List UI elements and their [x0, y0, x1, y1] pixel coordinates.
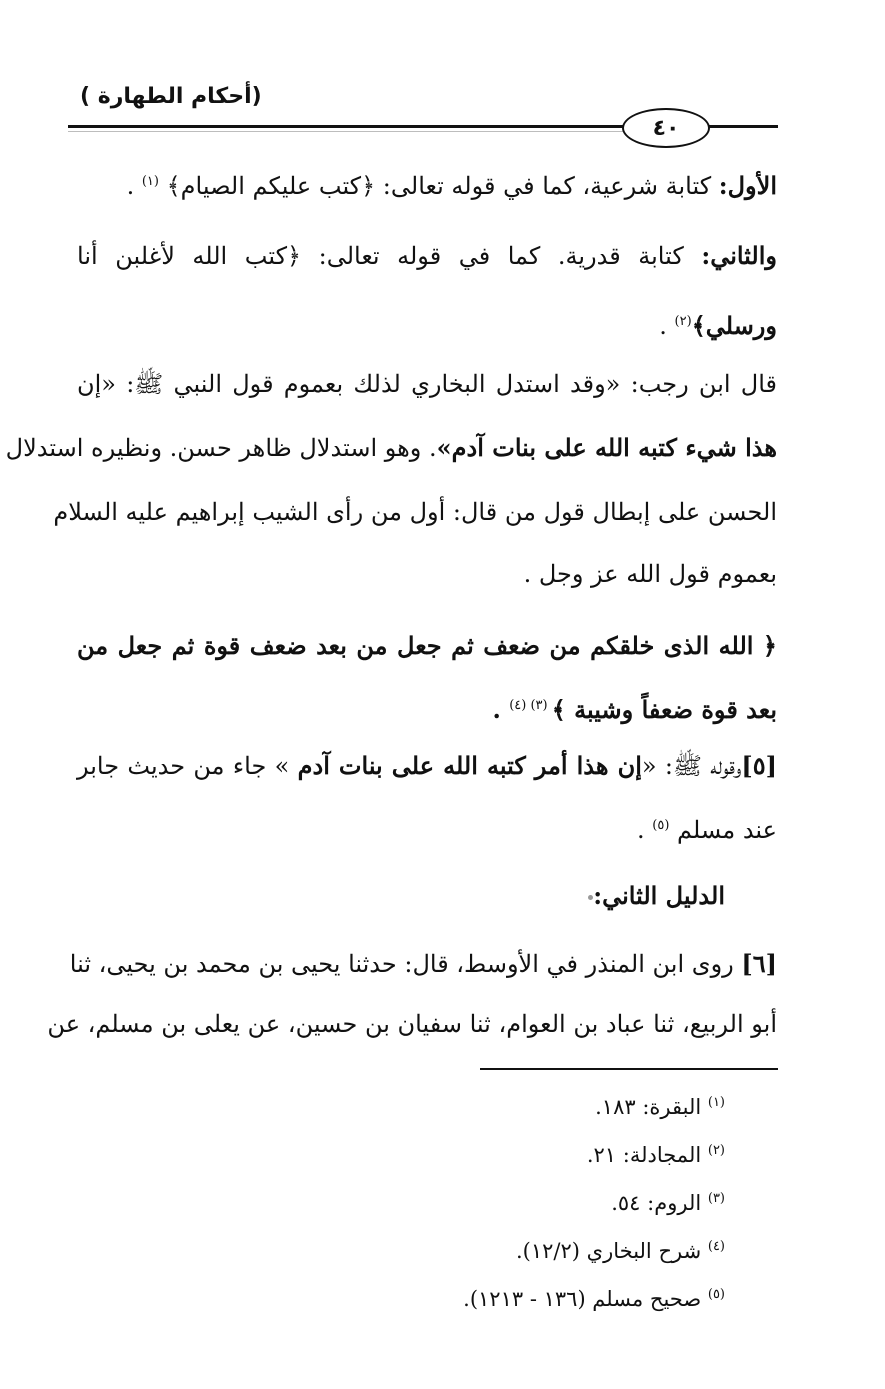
text: . [636, 816, 653, 844]
body-line-7 [77, 556, 777, 592]
text: وقوله ﷺ: « [641, 752, 742, 780]
text: . [492, 695, 510, 724]
quran-verse: ﴿ الله الذى خلقكم من ضعف ثم جعل من بعد ضعف قوة ثم جعل من [77, 631, 777, 660]
footnote-rule [480, 1068, 778, 1070]
text: عند مسلم [669, 816, 777, 844]
text: أبو الربيع، ثنا عباد بن العوام، ثنا سفيان بن حسين، عن يعلى بن مسلم، عن [47, 1010, 777, 1038]
body-line-6 [53, 494, 777, 530]
footnote-text: صحيح مسلم (١٣٦ - ١٢١٣). [463, 1287, 708, 1311]
item-number: [٦] [741, 949, 777, 978]
text: . [659, 312, 675, 340]
term-first: الأول: [718, 171, 777, 200]
footnote [611, 1188, 725, 1218]
footnote [516, 1236, 725, 1266]
body-line-11 [77, 812, 777, 848]
body-line-1 [77, 168, 777, 204]
body-line-8 [77, 628, 777, 664]
text: قال ابن رجب: «وقد استدل البخاري لذلك بعموم قول النبي ﷺ: «إن [77, 370, 777, 398]
text: الحسن على إبطال قول من قال: أول من رأى الشيب إبراهيم عليه السلام [53, 498, 777, 526]
footnote-ref: (٥) [652, 818, 670, 833]
section-heading [25, 878, 725, 914]
text: كتابة قدرية. كما في قوله تعالى: ﴿كتب الله لأغلبن أنا [77, 242, 702, 270]
footnote-ref: (٢) [674, 314, 692, 329]
text: بعموم قول الله عز وجل . [523, 560, 777, 588]
quran-verse: بعد قوة ضعفاً وشيبة ﴾ [551, 695, 777, 724]
footnote-number: (٥) [707, 1287, 725, 1302]
footnote-text: البقرة: ١٨٣. [595, 1095, 708, 1119]
footnote-text: المجادلة: ٢١. [586, 1143, 708, 1167]
header-rule-thin [68, 131, 628, 132]
footnote-number: (١) [707, 1095, 725, 1110]
footnote-text: شرح البخاري (١٢/٢). [516, 1239, 708, 1263]
body-line-9 [77, 692, 777, 728]
text: . وهو استدلال ظاهر حسن. ونظيره استدلال [5, 434, 437, 462]
footnote-number: (٣) [707, 1191, 725, 1206]
text: كتابة شرعية، كما في قوله تعالى: ﴿كتب عليكم الصيام﴾ [158, 172, 719, 200]
term-second: والثاني: [701, 241, 777, 270]
body-line-13 [69, 946, 777, 982]
text: ورسلي﴾ [691, 311, 777, 340]
footnote-number: (٢) [707, 1143, 725, 1158]
text: روى ابن المنذر في الأوسط، قال: حدثنا يحيى بن محمد بن يحيى، ثنا [69, 950, 742, 978]
footnote-ref: (١) [141, 174, 159, 189]
footnote-number: (٤) [707, 1239, 725, 1254]
section-title: الدليل الثاني: [593, 881, 725, 910]
body-line-14 [47, 1006, 777, 1042]
footnote [463, 1284, 725, 1314]
text: » جاء من حديث جابر [77, 752, 298, 780]
running-title: (أحكام الطهارة ) [80, 84, 262, 109]
body-line-10 [77, 748, 777, 784]
body-line-5 [5, 430, 777, 466]
body-line-4 [77, 366, 777, 402]
hadith-quote: إن هذا أمر كتبه الله على بنات آدم [297, 751, 642, 780]
body-line-3 [77, 308, 777, 344]
footnote [587, 1140, 725, 1170]
footnote-ref: (٣) (٤) [509, 698, 552, 713]
body-line-2 [77, 238, 777, 274]
footnote-text: الروم: ٥٤. [611, 1191, 708, 1215]
text: . [126, 172, 142, 200]
footnote [595, 1092, 725, 1122]
hadith-quote: هذا شيء كتبه الله على بنات آدم» [436, 433, 777, 462]
item-number: [٥] [741, 751, 777, 780]
page-number: ٤٠ [622, 108, 710, 148]
